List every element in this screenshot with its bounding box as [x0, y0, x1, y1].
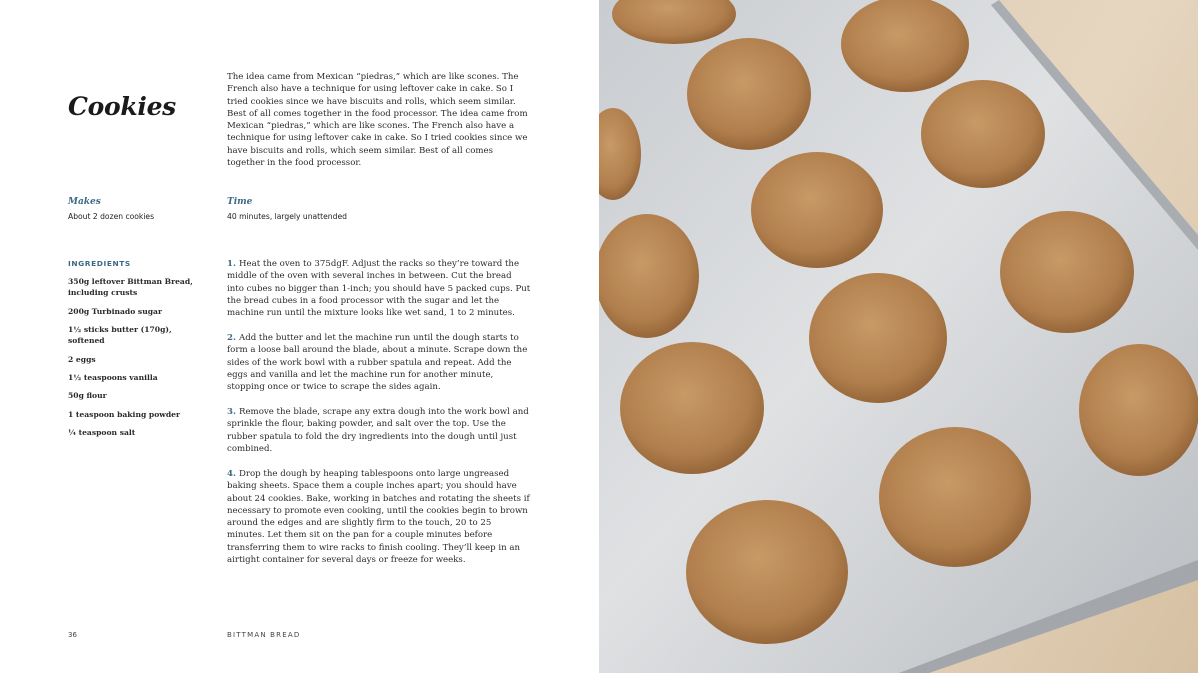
method-steps	[227, 258, 531, 579]
cookie	[686, 500, 848, 644]
ingredient-item: 1½ teaspoons vanilla	[68, 372, 158, 382]
ingredient-item: 350g leftover Bittman Bread, including crusts	[68, 277, 193, 298]
cookie	[599, 214, 699, 338]
method-step	[227, 468, 531, 566]
cookie	[809, 273, 947, 403]
cookie	[751, 152, 883, 268]
ingredient-item: 1½ sticks butter (170g), softened	[68, 324, 172, 346]
cookies-on-baking-sheet-photo	[599, 0, 1198, 673]
ingredient-item: 200g Turbinado sugar	[68, 306, 162, 316]
step-number: 2.	[227, 333, 236, 344]
cookie	[841, 0, 969, 92]
ingredient-item: 2 eggs	[68, 354, 96, 364]
method-step	[227, 258, 531, 319]
time-value: 40 minutes, largely unattended	[227, 212, 347, 221]
baking-sheet-illustration	[599, 0, 1198, 673]
step-text: Add the butter and let the machine run until the dough starts to form a loose ball around the blade, about a minute. Scrape down the sides of the work bowl with a rubber spatula and repeat. Add the eggs and vanilla and let the machine run for another minute, stopping once or twice to scrape the sides again.	[227, 333, 528, 393]
step-text: Drop the dough by heaping tablespoons onto large ungreased baking sheets. Space them a couple inches apart; you should have about 24 cookies. Bake, working in batches and rotating the sheets if necessary to promote even cooking, until the cookies begin to brown around the edges and are slightly firm to the touch, 20 to 25 minutes. Let them sit on the pan for a couple minutes before transferring them to wire racks to finish cooling. They’ll keep in an airtight container for several days or freeze for weeks.	[227, 468, 530, 566]
step-number: 3.	[227, 407, 236, 418]
ingredients-heading: INGREDIENTS	[68, 259, 131, 268]
recipe-title: Cookies	[68, 92, 176, 121]
recipe-intro: The idea came from Mexican “piedras,” which are like scones. The French also have a technique for using leftover cake in cake. So I tried cookies since we have biscuits and rolls, which seem similar. Best of all comes together in the food processor. The idea came from Mexican “piedras,” which are like scones. The French also have a technique for using leftover cake in cake. So I tried cookies since we have biscuits and rolls, which seem similar. Best of all comes together in the food processor.	[227, 72, 528, 169]
ingredient-item: 1 teaspoon baking powder	[68, 409, 180, 419]
step-text: Heat the oven to 375dgF. Adjust the racks so they’re toward the middle of the oven with several inches in between. Cut the bread into cubes no bigger than 1-inch; you should have 5 packed cups. Put the bread cubes in a food processor with the sugar and let the machine run until the mixture looks like wet sand, 1 to 2 minutes.	[227, 259, 531, 319]
cookie	[620, 342, 764, 474]
method-step	[227, 406, 531, 455]
makes-label: Makes	[68, 197, 101, 207]
cookie	[687, 38, 811, 150]
ingredients-list	[68, 276, 208, 446]
running-head: BITTMAN BREAD	[227, 631, 301, 639]
method-step	[227, 332, 531, 393]
cookie	[921, 80, 1045, 188]
cookie	[1000, 211, 1134, 333]
step-text: Remove the blade, scrape any extra dough into the work bowl and sprinkle the flour, baking powder, and salt over the top. Use the rubber spatula to fold the dry ingredients into the dough until just combined.	[227, 407, 529, 455]
step-number: 1.	[227, 259, 236, 269]
cookie	[1079, 344, 1198, 476]
ingredient-item: 50g flour	[68, 391, 107, 401]
ingredient-item: ¼ teaspoon salt	[68, 428, 136, 438]
cookie	[879, 427, 1031, 567]
time-label: Time	[227, 197, 253, 207]
page-number: 36	[68, 631, 77, 639]
makes-value: About 2 dozen cookies	[68, 212, 155, 221]
step-number: 4.	[227, 468, 236, 479]
